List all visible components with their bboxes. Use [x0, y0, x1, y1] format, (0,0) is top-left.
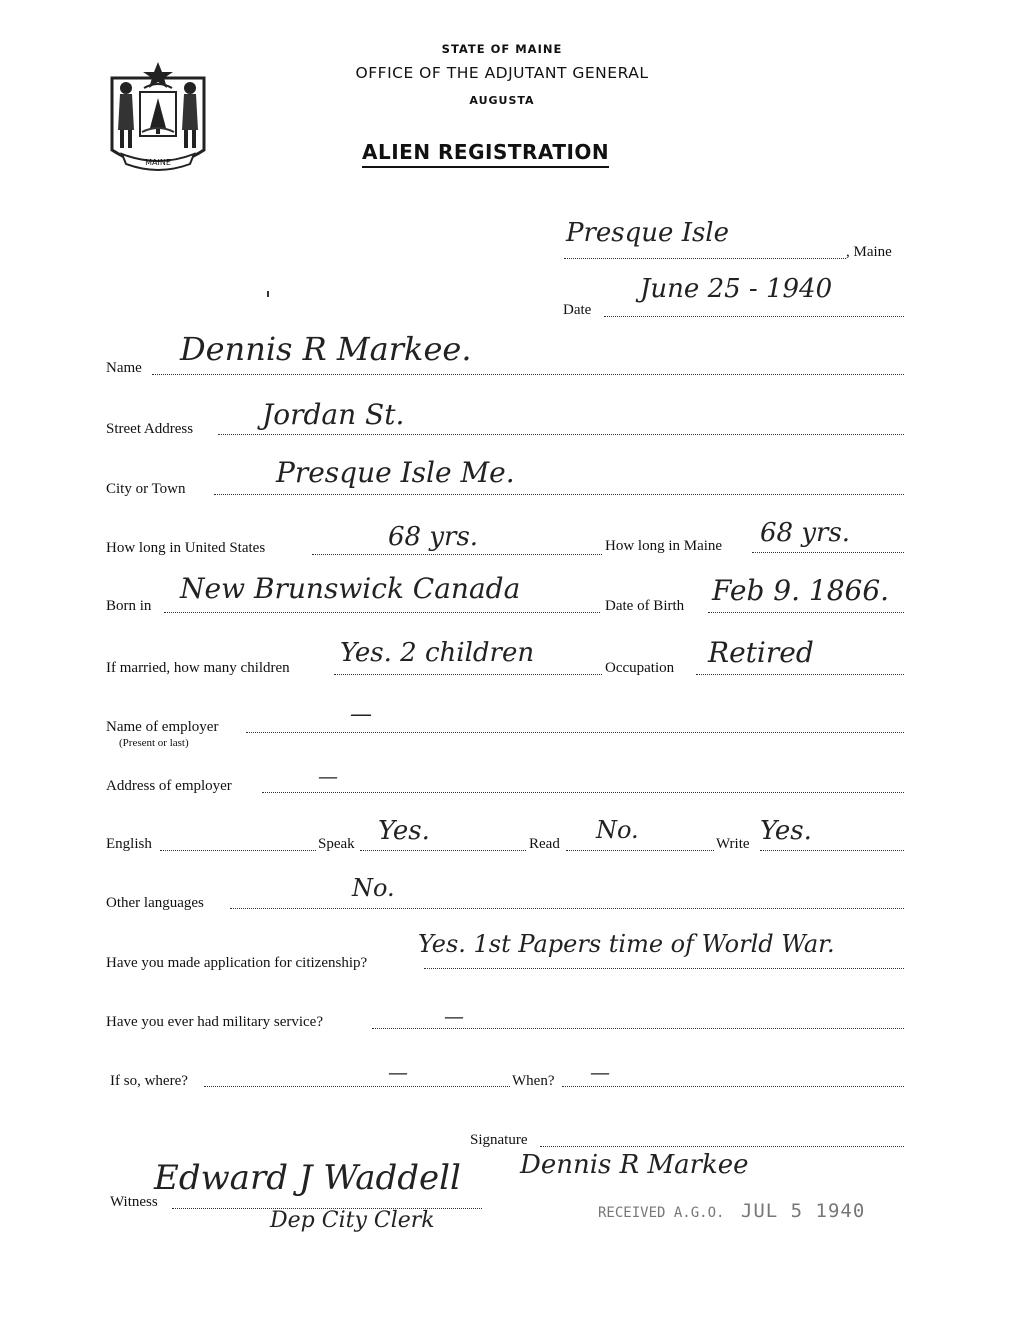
occupation-line — [696, 674, 904, 675]
town-value: Presque Isle — [566, 218, 730, 248]
when-label: When? — [512, 1073, 555, 1089]
date-value: June 25 - 1940 — [640, 274, 833, 304]
dob-line — [708, 612, 904, 613]
english-label: English — [106, 836, 152, 852]
city-value: Presque Isle Me. — [276, 456, 515, 489]
employer-label: Name of employer — [106, 719, 219, 735]
employer-note: (Present or last) — [119, 737, 189, 749]
read-line — [566, 850, 714, 851]
write-label: Write — [716, 836, 750, 852]
citizenship-value: Yes. 1st Papers time of World War. — [418, 930, 835, 958]
witness-value: Edward J Waddell — [154, 1158, 461, 1198]
speak-line — [360, 850, 526, 851]
married-line — [334, 674, 602, 675]
signature-label: Signature — [470, 1132, 528, 1148]
header-city: AUGUSTA — [469, 94, 535, 107]
date-line — [604, 316, 904, 317]
how-long-us-line — [312, 554, 602, 555]
citizenship-line — [424, 968, 904, 969]
other-languages-label: Other languages — [106, 895, 204, 911]
employer-address-line — [262, 792, 904, 793]
read-value: No. — [596, 816, 639, 844]
how-long-us-value: 68 yrs. — [388, 522, 479, 552]
other-languages-line — [230, 908, 904, 909]
form-title: ALIEN REGISTRATION — [362, 140, 609, 168]
other-languages-value: No. — [352, 874, 395, 902]
employer-line — [246, 732, 904, 733]
city-label: City or Town — [106, 481, 186, 497]
date-label: Date — [563, 302, 592, 318]
signature-line — [540, 1146, 904, 1147]
when-line — [562, 1086, 904, 1087]
how-long-maine-line — [752, 552, 904, 553]
speak-value: Yes. — [378, 816, 430, 846]
military-line — [372, 1028, 904, 1029]
how-long-maine-value: 68 yrs. — [760, 518, 851, 548]
name-line — [152, 374, 904, 375]
dob-label: Date of Birth — [605, 598, 685, 614]
where-value: — — [388, 1060, 408, 1084]
write-value: Yes. — [760, 816, 812, 846]
where-line — [204, 1086, 510, 1087]
name-label: Name — [106, 360, 142, 376]
born-in-label: Born in — [106, 598, 152, 614]
occupation-value: Retired — [708, 636, 814, 669]
read-label: Read — [529, 836, 560, 852]
seal-text: MAINE — [145, 158, 171, 167]
name-value: Dennis R Markee. — [180, 330, 472, 368]
speak-label: Speak — [318, 836, 355, 852]
how-long-maine-label: How long in Maine — [605, 538, 723, 554]
signature-value: Dennis R Markee — [520, 1150, 749, 1180]
employer-address-value: — — [318, 764, 338, 788]
street-label: Street Address — [106, 421, 194, 437]
header-office: OFFICE OF THE ADJUTANT GENERAL — [355, 64, 649, 82]
english-line — [160, 850, 316, 851]
street-value: Jordan St. — [262, 398, 405, 431]
occupation-label: Occupation — [605, 660, 675, 676]
stamp-date: JUL 5 1940 — [740, 1200, 866, 1222]
when-value: — — [590, 1060, 610, 1084]
street-line — [218, 434, 904, 435]
ink-mark — [267, 291, 269, 297]
military-value: — — [444, 1004, 464, 1028]
military-label: Have you ever had military service? — [106, 1014, 323, 1030]
citizenship-label: Have you made application for citizenship? — [106, 955, 368, 971]
city-line — [214, 494, 904, 495]
married-value: Yes. 2 children — [340, 638, 535, 668]
married-label: If married, how many children — [106, 660, 290, 676]
witness-label: Witness — [110, 1194, 158, 1210]
stamp-received: RECEIVED A.G.O. — [598, 1205, 725, 1221]
maine-label: , Maine — [846, 244, 892, 260]
how-long-us-label: How long in United States — [106, 540, 266, 556]
where-label: If so, where? — [110, 1073, 188, 1089]
witness-title: Dep City Clerk — [270, 1208, 435, 1233]
born-in-line — [164, 612, 600, 613]
dob-value: Feb 9. 1866. — [712, 574, 890, 607]
header-state: STATE OF MAINE — [441, 42, 563, 56]
employer-value: — — [350, 702, 372, 727]
write-line — [760, 850, 904, 851]
received-stamp — [598, 1200, 865, 1222]
town-line — [564, 258, 846, 259]
employer-address-label: Address of employer — [106, 778, 232, 794]
born-in-value: New Brunswick Canada — [180, 572, 521, 605]
